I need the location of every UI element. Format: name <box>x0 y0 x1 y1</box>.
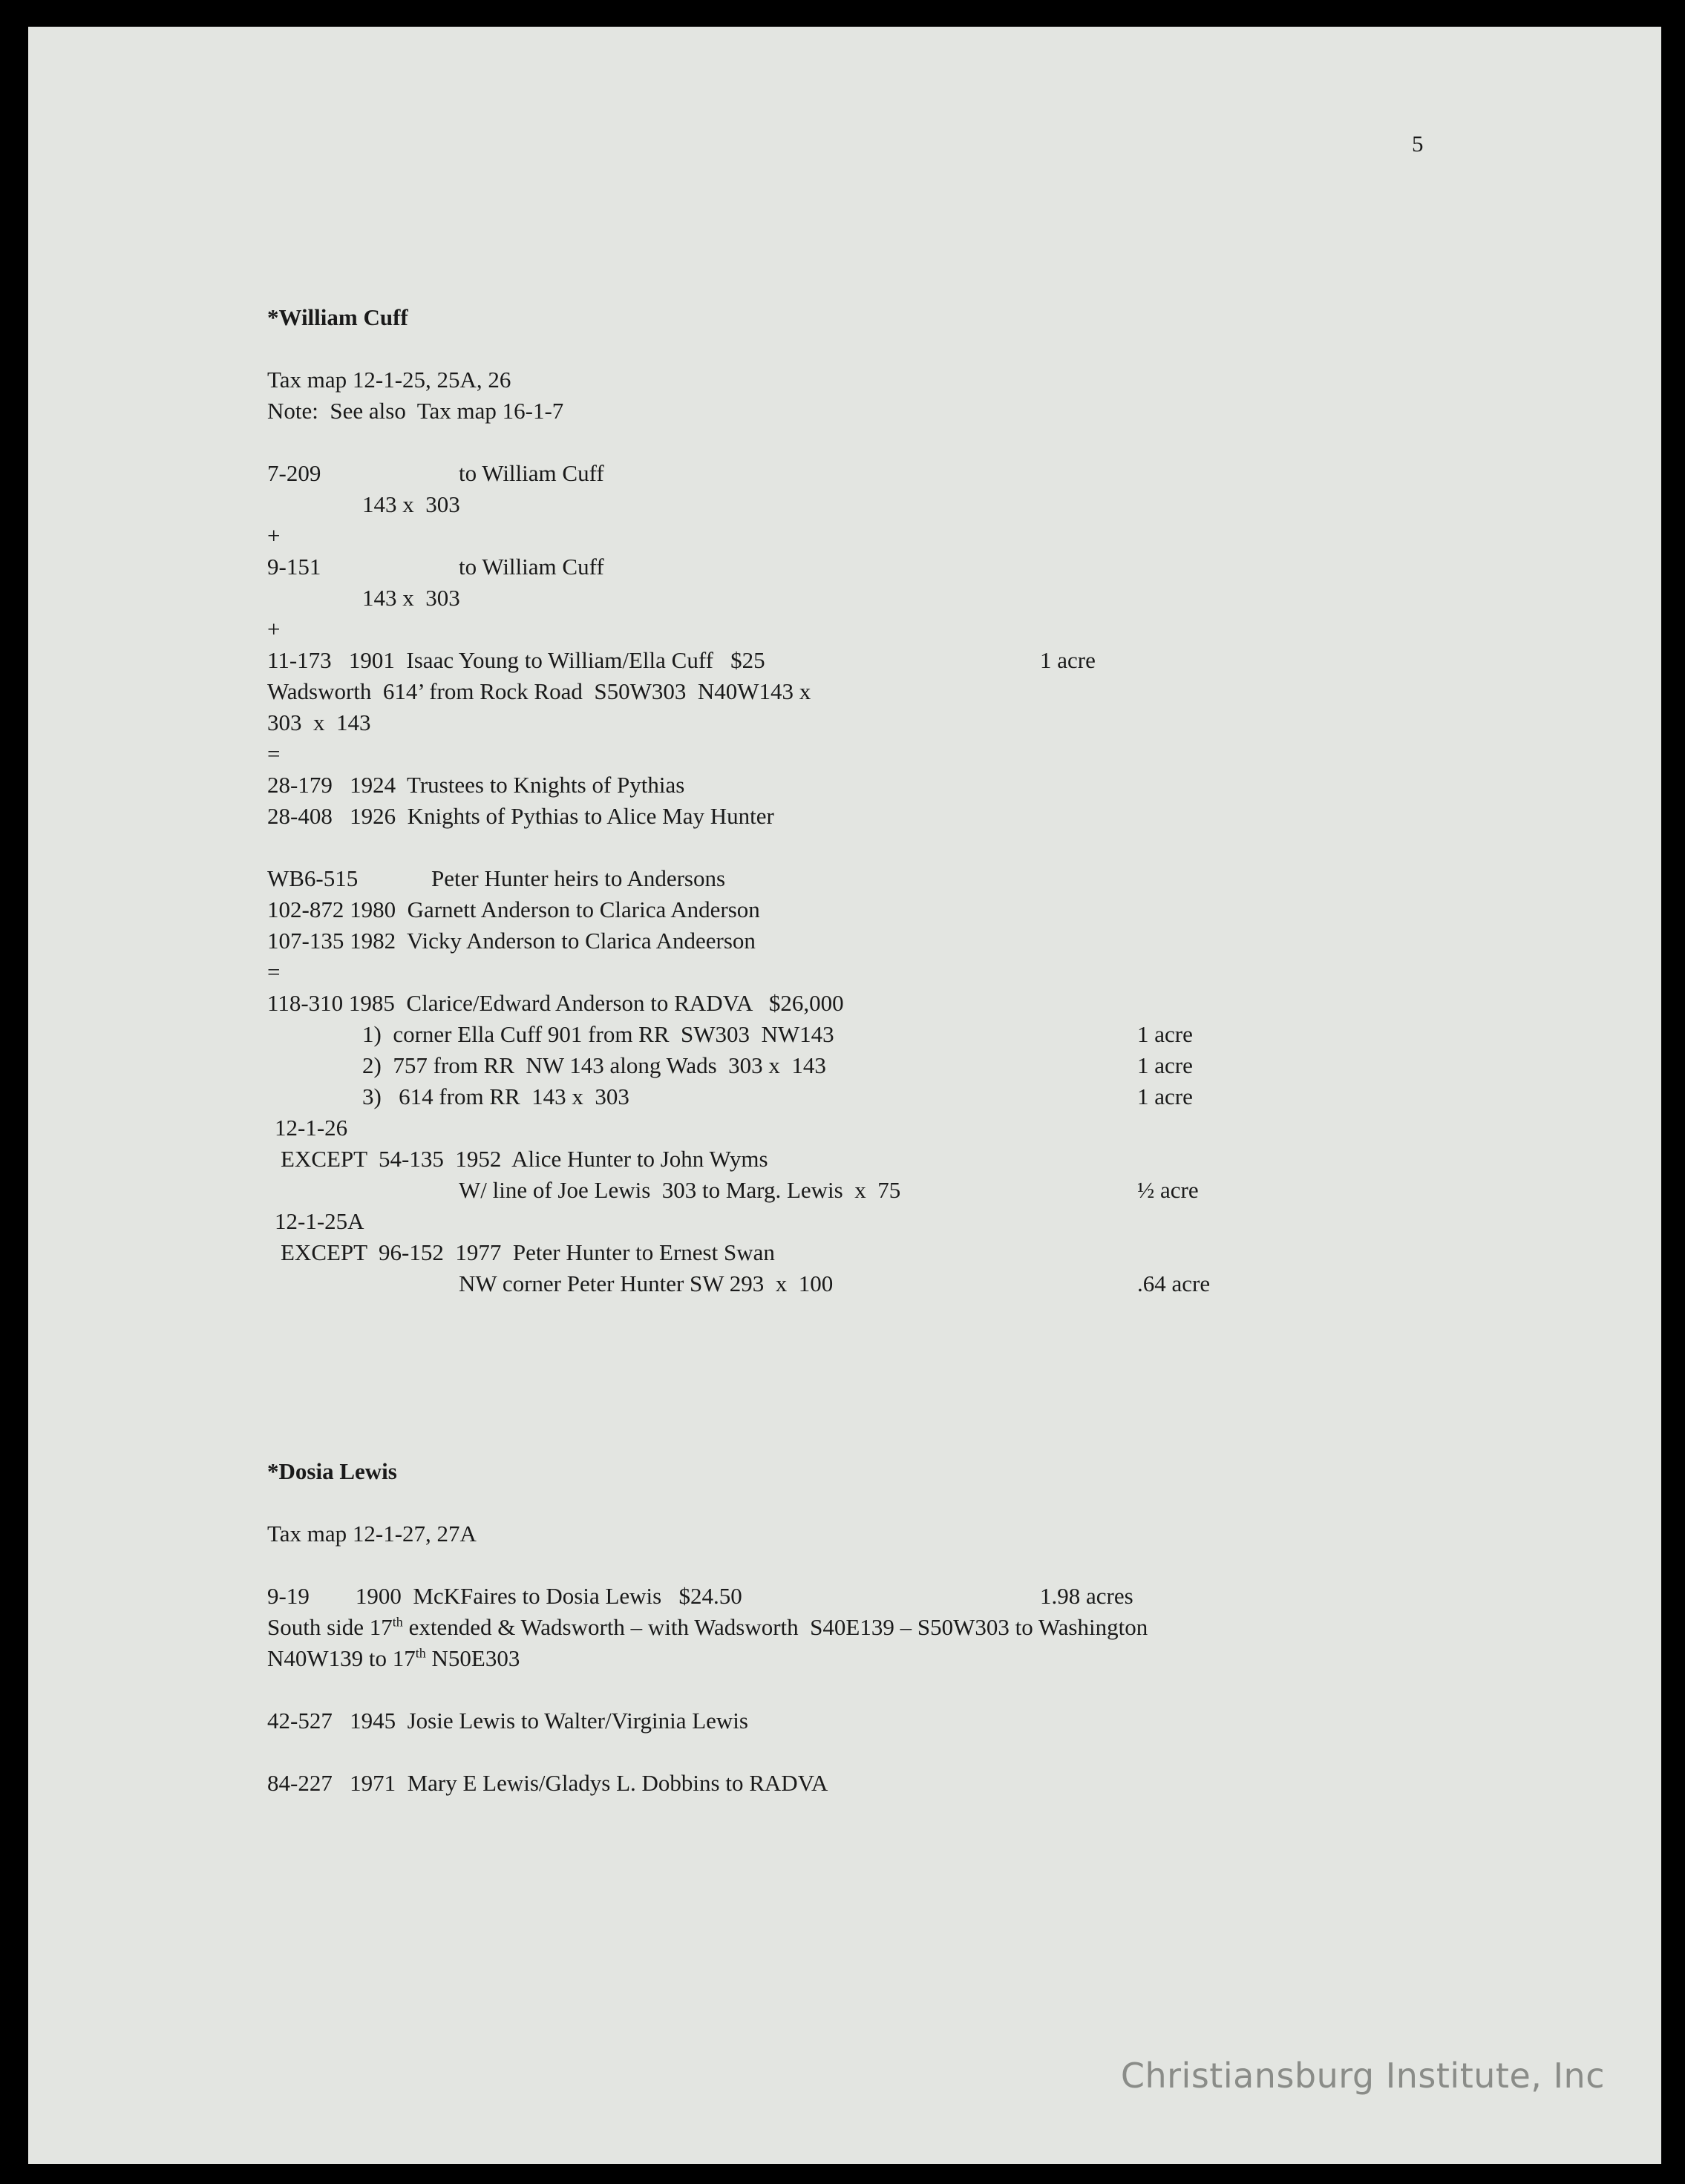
tax-map-ref: 12-1-26 <box>275 1115 348 1141</box>
acreage: 1 acre <box>1040 647 1096 673</box>
plus-sign: + <box>267 616 281 642</box>
tax-map-line: Tax map 12-1-25, 25A, 26 <box>267 367 511 393</box>
record-grantee: to William Cuff <box>459 460 604 486</box>
deed-record: 11-173 1901 Isaac Young to William/Ella Cuff $25 <box>267 647 765 673</box>
deed-record: 28-408 1926 Knights of Pythias to Alice May Hunter <box>267 803 774 829</box>
deed-record: 118-310 1985 Clarice/Edward Anderson to RADVA $26,000 <box>267 990 844 1016</box>
deed-description: Wadsworth 614’ from Rock Road S50W303 N40W143 x <box>267 678 811 704</box>
deed-record: 107-135 1982 Vicky Anderson to Clarica Andeerson <box>267 928 756 954</box>
note-line: Note: See also Tax map 16-1-7 <box>267 398 564 424</box>
tax-map-line: Tax map 12-1-27, 27A <box>267 1521 477 1547</box>
deed-description: South side 17th extended & Wadsworth – with Wadsworth S40E139 – S50W303 to Washington <box>267 1614 1148 1640</box>
will-book-desc: Peter Hunter heirs to Andersons <box>431 865 726 891</box>
acreage: 1 acre <box>1137 1021 1193 1047</box>
exception-record: EXCEPT 96-152 1977 Peter Hunter to Ernest Swan <box>281 1239 775 1265</box>
section-heading-dosia-lewis: *Dosia Lewis <box>267 1458 397 1484</box>
record-ref: 9-151 <box>267 554 321 580</box>
watermark: Christiansburg Institute, Inc <box>1120 2056 1605 2096</box>
record-grantee: to William Cuff <box>459 554 604 580</box>
parcel-item: 3) 614 from RR 143 x 303 <box>362 1083 629 1109</box>
acreage: 1 acre <box>1137 1083 1193 1109</box>
plus-sign: + <box>267 522 281 548</box>
acreage: 1 acre <box>1137 1052 1193 1078</box>
deed-description: N40W139 to 17th N50E303 <box>267 1645 520 1671</box>
will-book-ref: WB6-515 <box>267 865 359 891</box>
parcel-item: 1) corner Ella Cuff 901 from RR SW303 NW143 <box>362 1021 834 1047</box>
exception-description: NW corner Peter Hunter SW 293 x 100 <box>459 1270 834 1296</box>
parcel-item: 2) 757 from RR NW 143 along Wads 303 x 143 <box>362 1052 826 1078</box>
page-number: 5 <box>1412 131 1424 157</box>
acreage: 1.98 acres <box>1040 1583 1133 1609</box>
deed-record: 84-227 1971 Mary E Lewis/Gladys L. Dobbins to RADVA <box>267 1770 828 1796</box>
record-dimensions: 143 x 303 <box>362 491 460 517</box>
exception-record: EXCEPT 54-135 1952 Alice Hunter to John Wyms <box>281 1146 768 1172</box>
deed-dimensions: 303 x 143 <box>267 709 371 735</box>
section-heading-william-cuff: *William Cuff <box>267 304 408 330</box>
deed-record: 42-527 1945 Josie Lewis to Walter/Virginia Lewis <box>267 1708 748 1734</box>
equals-sign: = <box>267 959 281 985</box>
document-page <box>28 27 1661 2164</box>
deed-record: 28-179 1924 Trustees to Knights of Pythias <box>267 772 685 798</box>
equals-sign: = <box>267 741 281 767</box>
record-ref: 7-209 <box>267 460 321 486</box>
tax-map-ref: 12-1-25A <box>275 1208 364 1234</box>
acreage: .64 acre <box>1137 1270 1211 1296</box>
record-dimensions: 143 x 303 <box>362 585 460 611</box>
deed-record: 9-19 1900 McKFaires to Dosia Lewis $24.50 <box>267 1583 742 1609</box>
exception-description: W/ line of Joe Lewis 303 to Marg. Lewis x 75 <box>459 1177 901 1203</box>
deed-record: 102-872 1980 Garnett Anderson to Clarica Anderson <box>267 896 760 922</box>
acreage: ½ acre <box>1137 1177 1199 1203</box>
